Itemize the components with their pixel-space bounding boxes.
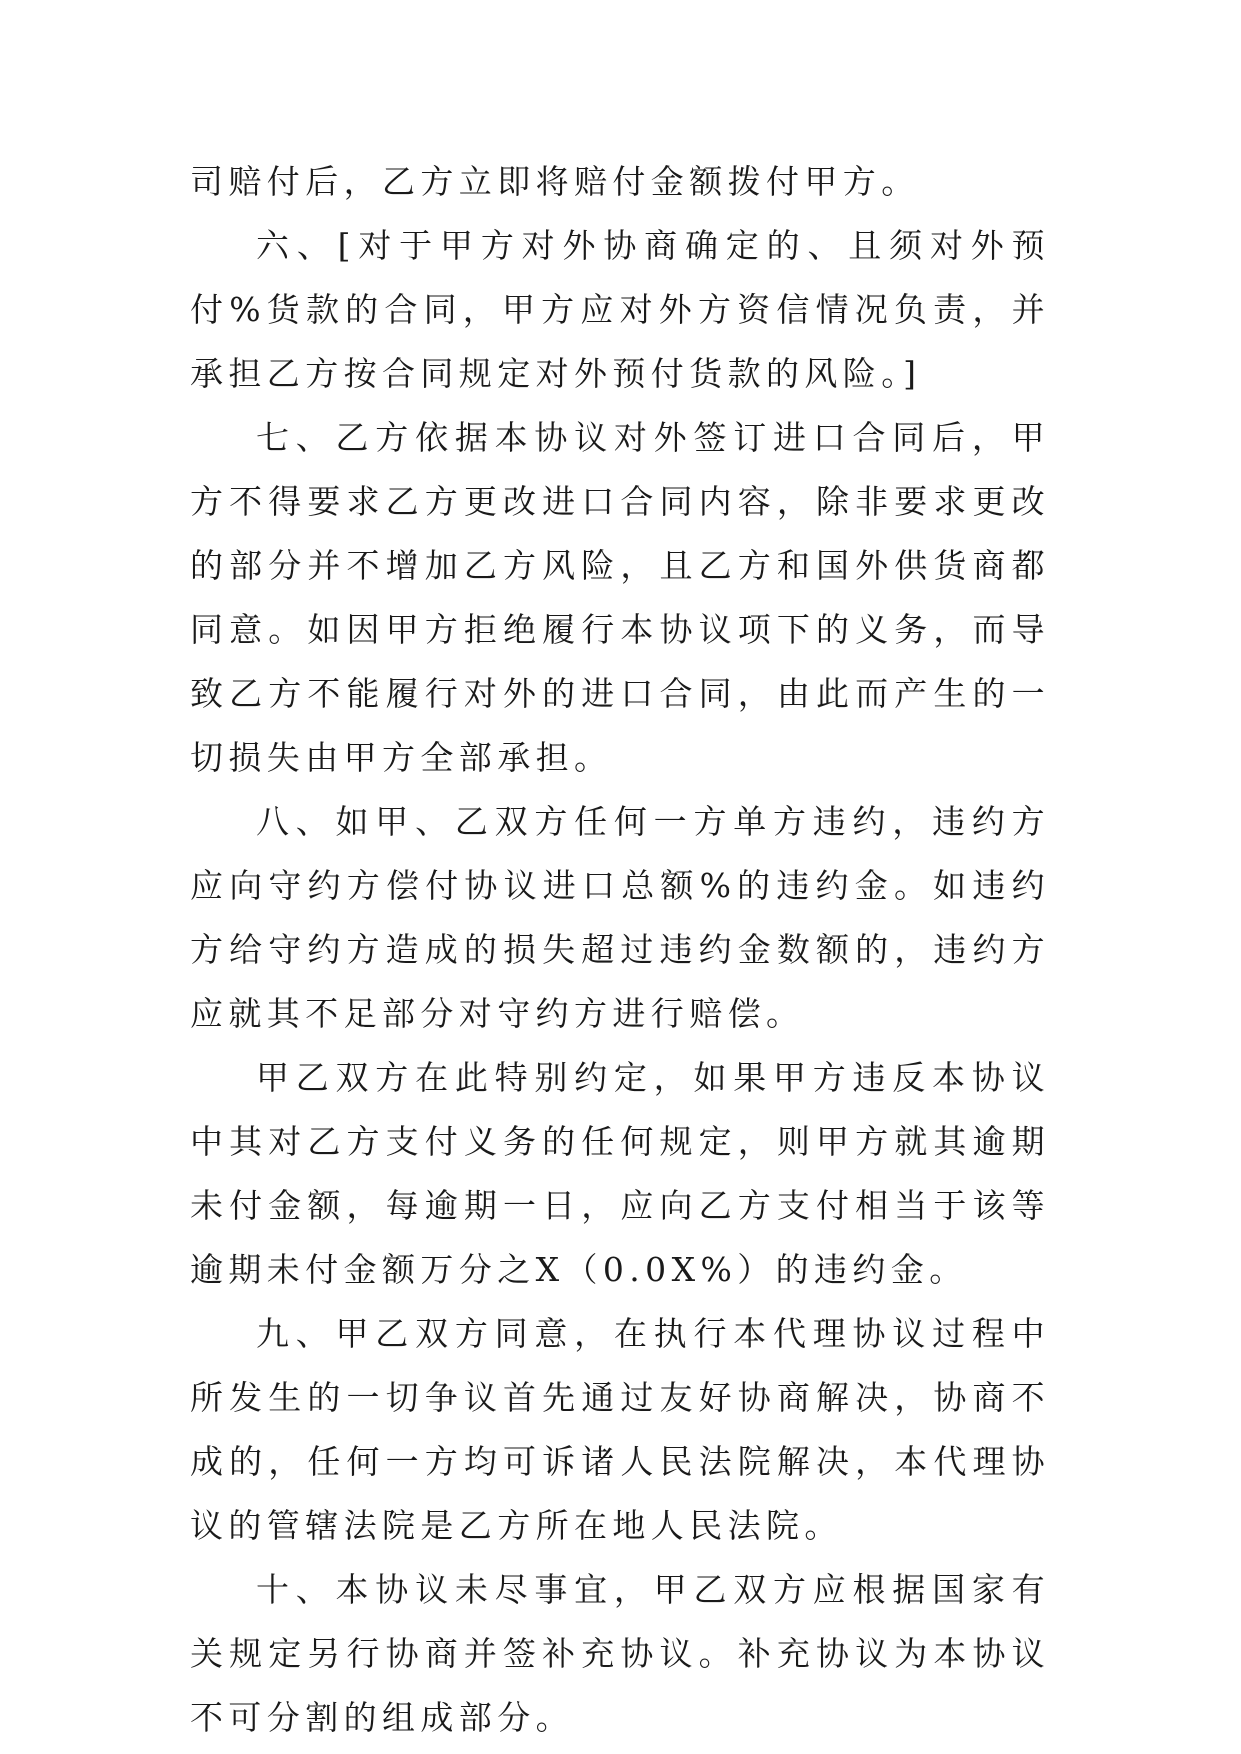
paragraph-special-agreement: 甲乙双方在此特别约定，如果甲方违反本协议中其对乙方支付义务的任何规定，则甲方就其逾期未付金额，每逾期一日，应向乙方支付相当于该等逾期未付金额万分之X（0.0X%）的违约金。	[190, 1058, 1050, 1289]
paragraph-clause-9: 九、甲乙双方同意，在执行本代理协议过程中所发生的一切争议首先通过友好协商解决，协商不成的，任何一方均可诉诸人民法院解决，本代理协议的管辖法院是乙方所在地人民法院。	[190, 1314, 1050, 1545]
paragraph-clause-7: 七、乙方依据本协议对外签订进口合同后，甲方不得要求乙方更改进口合同内容，除非要求更改的部分并不增加乙方风险，且乙方和国外供货商都同意。如因甲方拒绝履行本协议项下的义务，而导致乙方不能履行对外的进口合同，由此而产生的一切损失由甲方全部承担。	[190, 418, 1050, 777]
document-body	[190, 150, 1050, 1750]
paragraph-clause-8: 八、如甲、乙双方任何一方单方违约，违约方应向守约方偿付协议进口总额%的违约金。如违约方给守约方造成的损失超过违约金数额的，违约方应就其不足部分对守约方进行赔偿。	[190, 802, 1050, 1033]
paragraph-clause-6: 六、[对于甲方对外协商确定的、且须对外预付%货款的合同，甲方应对外方资信情况负责，并承担乙方按合同规定对外预付货款的风险。]	[190, 226, 1050, 393]
paragraph-clause-10: 十、本协议未尽事宜，甲乙双方应根据国家有关规定另行协商并签补充协议。补充协议为本协议不可分割的组成部分。	[190, 1570, 1050, 1737]
paragraph-continuation: 司赔付后，乙方立即将赔付金额拨付甲方。	[190, 162, 920, 201]
